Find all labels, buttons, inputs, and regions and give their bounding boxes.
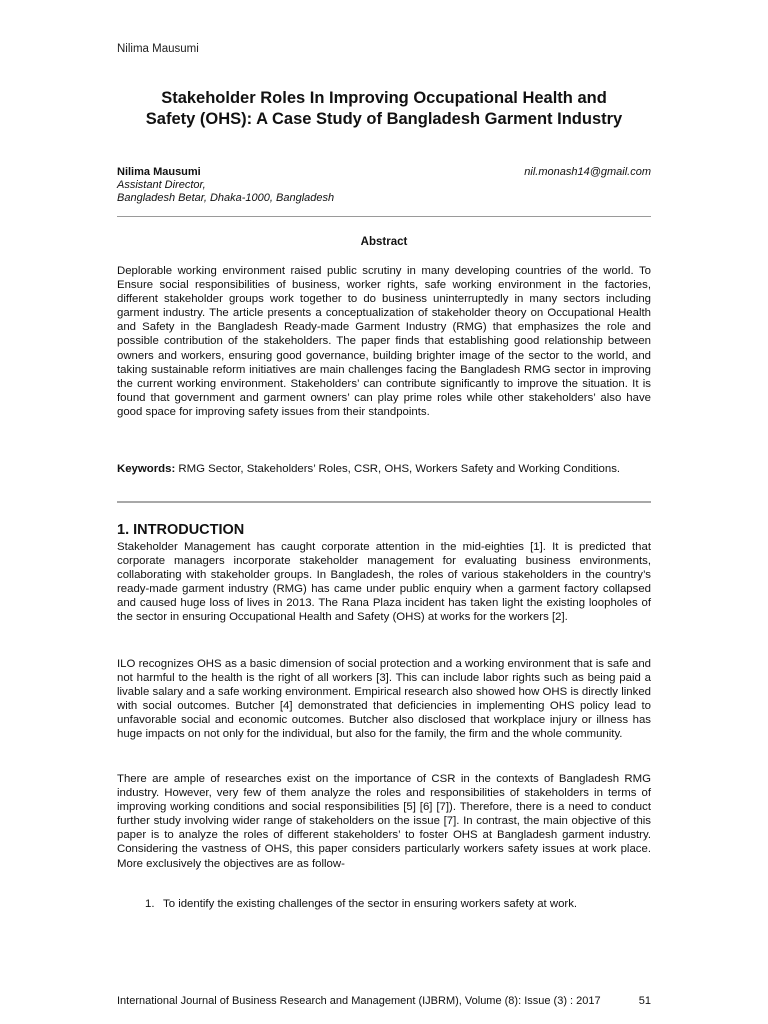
list-item-text: To identify the existing challenges of the sector in ensuring workers safety at work. xyxy=(163,898,578,910)
abstract-text: Deplorable working environment raised public scrutiny in many developing countries of the world. To Ensure social responsibilities of business, worker rights, safe working environment in the factories, different stakeholder groups work together to do business uninterruptedly in many sectors including garment industry. The article presents a conceptualization of stakeholder theory on Occupational Health and Safety in the Bangladesh Ready-made Garment Industry (RMG) that emphasizes the role and possible contribution of the stakeholders. The paper finds that establishing good relationship between owners and workers, ensuring good governance, building brighter image of the sector to the world, and taking sustainable reform initiatives are main challenges facing the Bangladesh RMG sector in improving the current working environment. Stakeholders’ can contribute significantly to improve the situation. It is found that government and garment owners’ can play prime roles while other stakeholders’ also have good space for improving safety issues from their standpoints. xyxy=(117,265,651,418)
title-line-2: Safety (OHS): A Case Study of Bangladesh Garment Industry xyxy=(145,110,623,128)
divider-top xyxy=(117,216,651,217)
list-item-number: 1. xyxy=(145,898,155,910)
author-name: Nilima Mausumi xyxy=(117,166,201,178)
objectives-list xyxy=(145,898,577,910)
footer-journal: International Journal of Business Research and Management (IJBRM), Volume (8): Issue (3) : 2017 xyxy=(117,995,601,1007)
page-footer xyxy=(117,995,651,1007)
intro-paragraph-1: Stakeholder Management has caught corporate attention in the mid-eighties [1]. It is predicted that corporate managers incorporate stakeholder management for evaluating business environments, collaborating with stakeholder groups. In Bangladesh, the roles of various stakeholders in the country’s ready-made garment industry (RMG) has came under public enquiry when a garment factory collapsed and caused huge loss of lives in 2013. The Rana Plaza incident has taken light the existing loopholes of the sector in ensuring Occupational Health and Safety (OHS) at works for the workers [2]. xyxy=(117,541,651,624)
author-affiliation: Bangladesh Betar, Dhaka-1000, Bangladesh xyxy=(117,192,335,204)
section-heading-introduction: 1. INTRODUCTION xyxy=(117,522,245,538)
author-block xyxy=(117,166,651,205)
running-header: Nilima Mausumi xyxy=(117,43,199,55)
divider-bottom xyxy=(117,501,651,503)
keywords xyxy=(117,462,651,476)
intro-paragraph-3: There are ample of researches exist on the importance of CSR in the contexts of Bangladesh RMG industry. However, very few of them analyze the roles and responsibilities of stakeholders in terms of improving working conditions and social responsibilities [5] [6] [7]). Therefore, there is a need to conduct further study involving wider range of stakeholders on the issue [7]. In contrast, the main objective of this paper is to analyze the roles of different stakeholders’ to foster OHS at Bangladesh garment industry. Considering the vastness of OHS, this paper considers particularly workers safety issues at work place. More exclusively the objectives are as follow- xyxy=(117,773,651,870)
paper-title xyxy=(100,88,668,130)
list-item xyxy=(145,898,577,910)
keywords-label: Keywords: xyxy=(117,463,176,475)
intro-paragraph-2: ILO recognizes OHS as a basic dimension of social protection and a working environment that is safe and not harmful to the health is the right of all workers [3]. This can include labor rights such as being paid a livable salary and a safe working environment. Empirical research also showed how OHS is directly linked with social outcomes. Butcher [4] demonstrated that deficiencies in implementing OHS policy lead to unfavorable social and economic outcomes. Butcher also disclosed that workplace injury or illness has huge impacts on not only for the individual, but also for the family, the firm and the whole community. xyxy=(117,658,651,741)
keywords-text: RMG Sector, Stakeholders’ Roles, CSR, OHS, Workers Safety and Working Conditions. xyxy=(178,463,621,475)
author-position: Assistant Director, xyxy=(117,179,206,191)
title-line-1: Stakeholder Roles In Improving Occupational Health and xyxy=(161,89,607,107)
page-number: 51 xyxy=(638,995,651,1007)
abstract-heading: Abstract xyxy=(360,236,408,248)
author-email: nil.monash14@gmail.com xyxy=(524,166,651,178)
